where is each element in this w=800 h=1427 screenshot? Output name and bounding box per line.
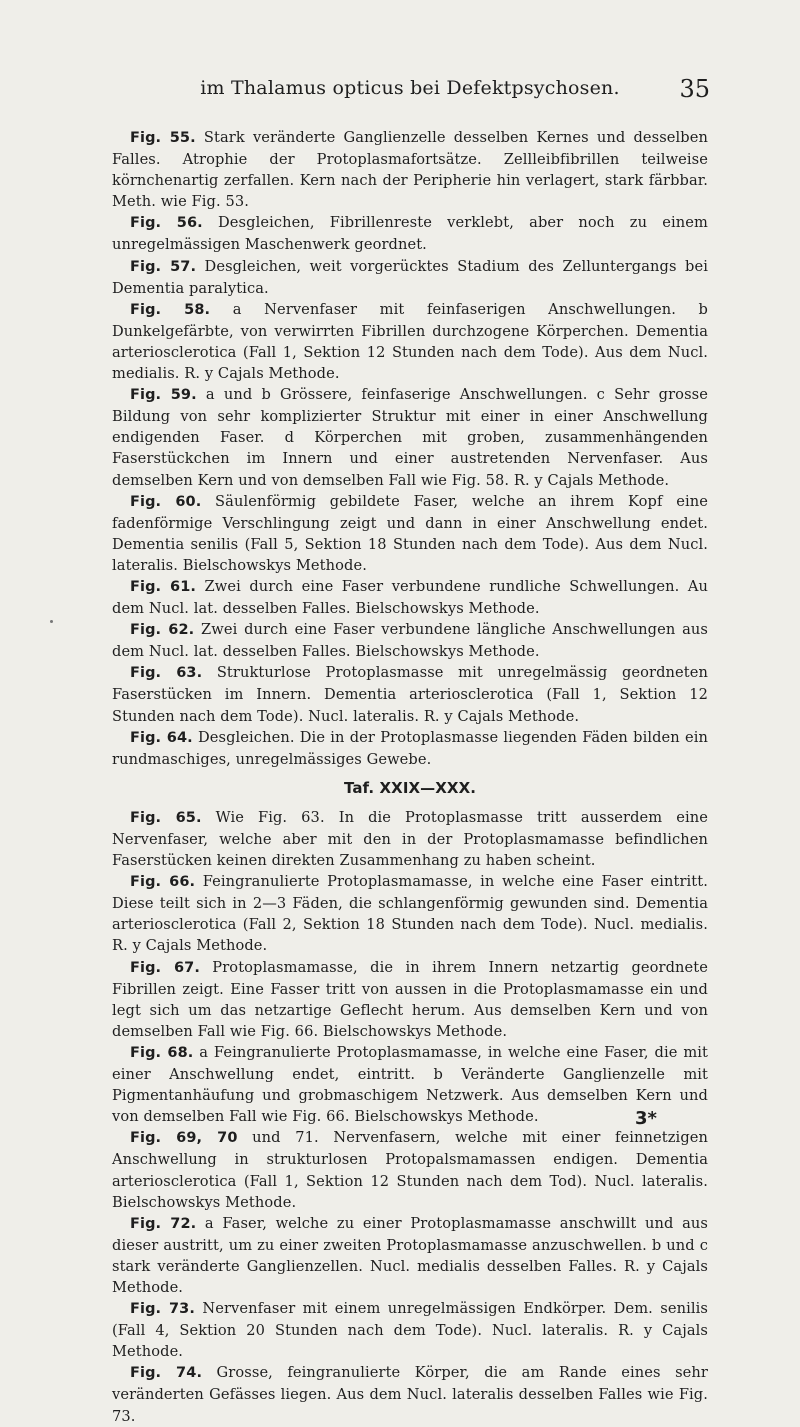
margin-speck (50, 620, 53, 623)
figure-text: Stark veränderte Ganglienzelle desselben Kernes und desselben Falles. Atrophie der Protoplasmafortsätze. Zellleibfibrillen teilweise körnchenartig zerfallen. Kern nach der Peripherie hin verlagert, stark färbbar. Meth. wie Fig. 53. (112, 129, 708, 211)
running-title: im Thalamus opticus bei Defektpsychosen. (200, 77, 620, 99)
figure-text: Desgleichen. Die in der Protoplasmasse liegenden Fäden bilden ein rundmaschiges, unregelmässiges Gewebe. (112, 728, 708, 768)
figure-text: Grosse, feingranulierte Körper, die am Rande eines sehr veränderten Gefässes liegen. Aus dem Nucl. lateralis desselben Falles wie Fig. 73. (112, 1364, 708, 1425)
figure-text: Feingranulierte Protoplasmamasse, in welche eine Faser eintritt. Diese teilt sich in 2—3 Fäden, die schlangenförmig gewunden sind. Dementia arteriosclerotica (Fall 2, Sektion 18 Stunden nach dem Tode). Nucl. medialis. R. y Cajals Methode. (112, 873, 708, 955)
figure-label: Fig. 69, 70 (130, 1130, 238, 1147)
figure-label: Fig. 64. (130, 729, 193, 746)
figure-text: Zwei durch eine Faser verbundene rundliche Schwellungen. Au dem Nucl. lat. desselben Falles. Bielschowskys Methode. (112, 577, 708, 618)
figure-text: Wie Fig. 63. In die Protoplasmasse tritt ausserdem eine Nervenfaser, welche aber mit den in der Protoplasmamasse befindlichen Faserstücken keinen direkten Zusammenhang zu haben scheint. (112, 808, 708, 870)
figure-legend (112, 576, 708, 619)
figure-text: a Feingranulierte Protoplasmamasse, in welche eine Faser, die mit einer Anschwellung endet, eintritt. b Veränderte Ganglienzelle mit Pigmentanhäufung und grobmaschigem Netzwerk. Aus demselben Kern und von demselben Fall wie Fig. 66. Bielschowskys Methode. (112, 1043, 708, 1126)
figure-legend (112, 807, 708, 871)
figure-text: Desgleichen, Fibrillenreste verklebt, aber noch zu einem unregelmässigen Maschenwerk geordnet. (112, 214, 708, 254)
figure-label: Fig. 68. (130, 1044, 194, 1061)
figure-legend (112, 384, 708, 490)
figure-text: a Faser, welche zu einer Protoplasmamasse anschwillt und aus dieser austritt, um zu einer zweiten Protoplasmamasse anzuschwellen. b und c stark veränderte Ganglienzellen. Nucl. medialis desselben Falles. R. y Cajals Methode. (112, 1214, 708, 1296)
figure-legend (112, 212, 708, 255)
figure-text: a Nervenfaser mit feinfaserigen Anschwellungen. b Dunkelgefärbte, von verwirrten Fibrillen durchzogene Körperchen. Dementia arteriosclerotica (Fall 1, Sektion 12 Stunden nach dem Tode). Aus dem Nucl. medialis. R. y Cajals Methode. (112, 300, 708, 383)
figure-label: Fig. 74. (130, 1365, 203, 1382)
figure-label: Fig. 73. (130, 1301, 195, 1318)
section-heading: Taf. XXIX—XXX. (343, 778, 477, 797)
figure-label: Fig. 56. (130, 215, 203, 232)
figure-legends (112, 127, 708, 1427)
figure-label: Fig. 62. (130, 622, 195, 639)
figure-text: Desgleichen, weit vorgerücktes Stadium des Zelluntergangs bei Dementia paralytica. (112, 257, 708, 297)
figure-legend (112, 256, 708, 299)
figure-label: Fig. 55. (130, 130, 196, 146)
figure-legend (112, 1298, 708, 1362)
figure-legend (112, 1213, 708, 1298)
figure-label: Fig. 65. (130, 809, 202, 826)
figure-label: Fig. 59. (130, 387, 197, 404)
figure-legend (112, 299, 708, 384)
figure-legend (112, 491, 708, 576)
figure-label: Fig. 66. (130, 874, 196, 891)
figure-text: Nervenfaser mit einem unregelmässigen Endkörper. Dem. senilis (Fall 4, Sektion 20 Stunden nach dem Tode). Nucl. lateralis. R. y Cajals Methode. (112, 1300, 708, 1361)
figure-text: und 71. Nervenfasern, welche mit einer feinnetzigen Anschwellung in strukturlosen Protopalsmamassen endigen. Dementia arteriosclerotica (Fall 1, Sektion 12 Stunden nach dem Tod). Nucl. lateralis. Bielschowskys Methode. (112, 1129, 708, 1211)
running-header (110, 77, 710, 107)
figure-legend (112, 1362, 708, 1426)
figure-label: Fig. 57. (130, 258, 197, 275)
figure-legend (112, 127, 708, 212)
page-number: 35 (679, 75, 710, 103)
figure-text: Säulenförmig gebildete Faser, welche an ihrem Kopf eine fadenförmige Verschlingung zeigt und dann in einer Anschwellung endet. Dementia senilis (Fall 5, Sektion 18 Stunden nach dem Tode). Aus dem Nucl. lateralis. Bielschowskys Methode. (112, 492, 708, 574)
figure-legend (112, 727, 708, 770)
figure-legend (112, 957, 708, 1042)
figure-legend (112, 662, 708, 726)
figure-label: Fig. 61. (130, 578, 197, 595)
figure-text: Zwei durch eine Faser verbundene längliche Anschwellungen aus dem Nucl. lat. desselben Falles. Bielschowskys Methode. (112, 621, 708, 661)
figure-text: Protoplasmamasse, die in ihrem Innern netzartig geordnete Fibrillen zeigt. Eine Fasser tritt von aussen in die Protoplasmamasse ein und legt sich um das netzartige Geflecht herum. Aus demselben Kern und von demselben Fall wie Fig. 66. Bielschowskys Methode. (112, 958, 708, 1040)
figure-label: Fig. 72. (130, 1215, 197, 1232)
figure-label: Fig. 63. (130, 665, 203, 682)
figure-legend (112, 1042, 708, 1127)
figure-label: Fig. 60. (130, 493, 202, 510)
figure-legend (112, 619, 708, 662)
signature-mark: 3* (635, 1108, 657, 1129)
figure-text: a und b Grössere, feinfaserige Anschwellungen. c Sehr grosse Bildung von sehr komplizierter Struktur mit einer in einer Anschwellung endigenden Faser. d Körperchen mit groben, zusammenhängenden Faserstückchen im Innern und einer austretenden Nervenfaser. Aus demselben Kern und von demselben Fall wie Fig. 58. R. y Cajals Methode. (112, 386, 708, 489)
figure-legend (112, 871, 708, 956)
figure-legend (112, 1127, 708, 1212)
figure-label: Fig. 67. (130, 959, 200, 976)
figure-text: Strukturlose Protoplasmasse mit unregelmässig geordneten Faserstücken im Innern. Dementia arteriosclerotica (Fall 1, Sektion 12 Stunden nach dem Tode). Nucl. lateralis. R. y Cajals Methode. (112, 664, 708, 725)
figure-label: Fig. 58. (130, 301, 211, 318)
